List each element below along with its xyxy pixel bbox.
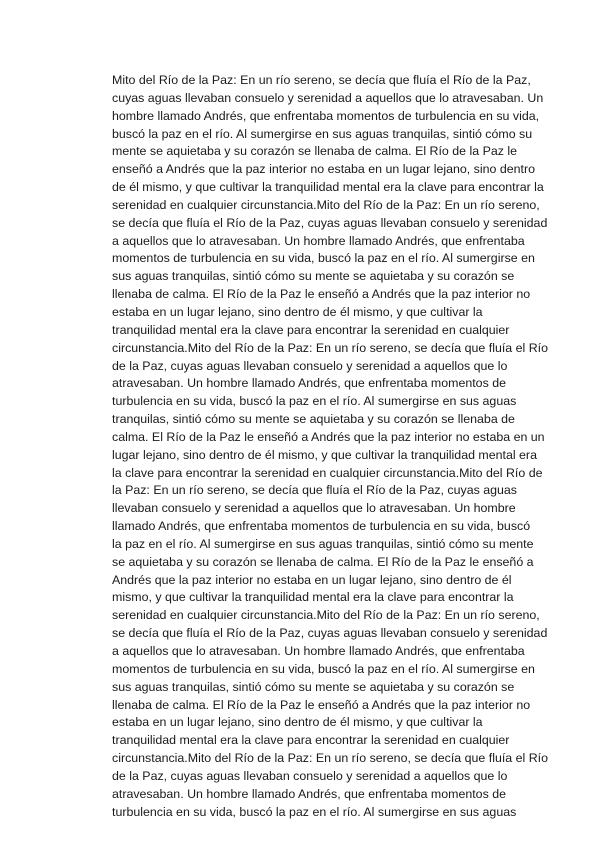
text-line: Andrés que la paz interior no estaba en un lugar lejano, sino dentro de él — [112, 572, 512, 587]
text-line: llamado Andrés, que enfrentaba momentos de turbulencia en su vida, buscó — [112, 519, 531, 534]
text-line: tranquilas, sintió cómo su mente se aquietaba y su corazón se llenaba de — [112, 412, 515, 427]
text-line: estaba en un lugar lejano, sino dentro de él mismo, y que cultivar la — [112, 304, 483, 319]
text-line: de él mismo, y que cultivar la tranquilidad mental era la clave para encontrar la — [112, 180, 544, 195]
body-text — [112, 72, 548, 821]
text-line: la clave para encontrar la serenidad en cualquier circunstancia.Mito del Río de — [112, 465, 543, 480]
text-line: circunstancia.Mito del Río de la Paz: En un río sereno, se decía que fluía el Río — [112, 340, 548, 355]
text-line: atravesaban. Un hombre llamado Andrés, que enfrentaba momentos de — [112, 376, 506, 391]
text-line: tranquilidad mental era la clave para encontrar la serenidad en cualquier — [112, 322, 510, 337]
text-line: atravesaban. Un hombre llamado Andrés, que enfrentaba momentos de — [112, 786, 506, 801]
text-line: serenidad en cualquier circunstancia.Mito del Río de la Paz: En un río sereno, — [112, 608, 540, 623]
text-line: turbulencia en su vida, buscó la paz en el río. Al sumergirse en sus aguas — [112, 804, 517, 819]
text-line: hombre llamado Andrés, que enfrentaba momentos de turbulencia en su vida, — [112, 108, 540, 123]
text-line: serenidad en cualquier circunstancia.Mito del Río de la Paz: En un río sereno, — [112, 197, 540, 212]
text-line: enseñó a Andrés que la paz interior no estaba en un lugar lejano, sino dentro — [112, 162, 535, 177]
text-line: llenaba de calma. El Río de la Paz le enseñó a Andrés que la paz interior no — [112, 697, 531, 712]
text-line: se aquietaba y su corazón se llenaba de calma. El Río de la Paz le enseñó a — [112, 554, 534, 569]
text-line: buscó la paz en el río. Al sumergirse en sus aguas tranquilas, sintió cómo su — [112, 126, 533, 141]
text-line: cuyas aguas llevaban consuelo y serenidad a aquellos que lo atravesaban. Un — [112, 90, 544, 105]
text-line: sus aguas tranquilas, sintió cómo su mente se aquietaba y su corazón se — [112, 679, 515, 694]
text-line: se decía que fluía el Río de la Paz, cuyas aguas llevaban consuelo y serenidad — [112, 215, 548, 230]
text-line: mente se aquietaba y su corazón se llenaba de calma. El Río de la Paz le — [112, 144, 518, 159]
text-line: de la Paz, cuyas aguas llevaban consuelo y serenidad a aquellos que lo — [112, 768, 508, 783]
text-line: circunstancia.Mito del Río de la Paz: En un río sereno, se decía que fluía el Río — [112, 751, 548, 766]
text-line: sus aguas tranquilas, sintió cómo su mente se aquietaba y su corazón se — [112, 269, 515, 284]
text-line: se decía que fluía el Río de la Paz, cuyas aguas llevaban consuelo y serenidad — [112, 626, 548, 641]
text-line: lugar lejano, sino dentro de él mismo, y que cultivar la tranquilidad mental era — [112, 447, 537, 462]
text-line: momentos de turbulencia en su vida, buscó la paz en el río. Al sumergirse en — [112, 661, 535, 676]
text-line: llevaban consuelo y serenidad a aquellos que lo atravesaban. Un hombre — [112, 501, 516, 516]
text-line: de la Paz, cuyas aguas llevaban consuelo y serenidad a aquellos que lo — [112, 358, 508, 373]
text-line: calma. El Río de la Paz le enseñó a Andrés que la paz interior no estaba en un — [112, 429, 545, 444]
text-line: llenaba de calma. El Río de la Paz le enseñó a Andrés que la paz interior no — [112, 287, 531, 302]
text-line: la paz en el río. Al sumergirse en sus aguas tranquilas, sintió cómo su mente — [112, 536, 534, 551]
text-line: mismo, y que cultivar la tranquilidad mental era la clave para encontrar la — [112, 590, 514, 605]
text-line: a aquellos que lo atravesaban. Un hombre llamado Andrés, que enfrentaba — [112, 644, 525, 658]
text-line: turbulencia en su vida, buscó la paz en el río. Al sumergirse en sus aguas — [112, 394, 517, 409]
text-line: la Paz: En un río sereno, se decía que fluía el Río de la Paz, cuyas aguas — [112, 483, 518, 498]
text-line: tranquilidad mental era la clave para encontrar la serenidad en cualquier — [112, 733, 510, 748]
text-line: Mito del Río de la Paz: En un río sereno, se decía que fluía el Río de la Paz, — [112, 73, 531, 87]
text-line: momentos de turbulencia en su vida, buscó la paz en el río. Al sumergirse en — [112, 251, 535, 266]
text-line: a aquellos que lo atravesaban. Un hombre llamado Andrés, que enfrentaba — [112, 233, 525, 248]
text-line: estaba en un lugar lejano, sino dentro de él mismo, y que cultivar la — [112, 715, 483, 730]
